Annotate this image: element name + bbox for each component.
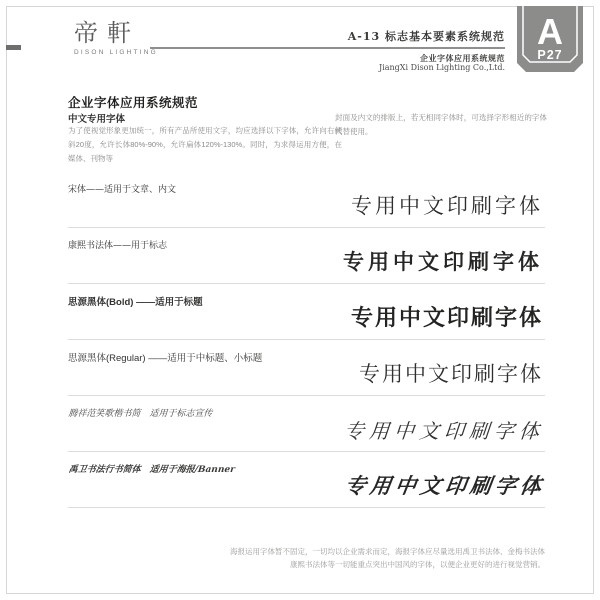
footer-note-line2: 康熙书法体等一切能重点突出中国风的字体，以便企业更好的进行视觉营销。	[290, 560, 545, 569]
font-sample-row-xingshu	[68, 452, 545, 508]
chapter-tab-graphic	[517, 6, 583, 74]
font-sample-row-heiti-bold	[68, 284, 545, 340]
font-sample-label: 思源黑体(Bold) ——适用于标题	[68, 297, 203, 308]
document-title: A-13 标志基本要素系统规范	[347, 30, 505, 43]
font-sample-text: 专用中文印刷字体	[359, 363, 543, 386]
brand-logo: 帝軒	[74, 19, 140, 47]
section-subheading: 中文专用字体	[68, 114, 126, 125]
font-sample-label: 禹卫书法行书简体 适用于海报/Banner	[68, 465, 236, 475]
document-subtitle-en: JiangXi Dison Lighting Co.,Ltd.	[378, 63, 505, 72]
font-sample-label: 康熙书法体——用于标志	[68, 241, 168, 251]
brand-tagline: DISON LIGHTING	[74, 49, 158, 56]
left-edge-dash	[6, 45, 21, 50]
chapter-tab	[517, 6, 583, 79]
font-sample-label: 思源黑体(Regular) ——适用于中标题、小标题	[68, 353, 263, 364]
footer-note	[230, 545, 545, 571]
font-sample-text: 专用中文印刷字体	[350, 305, 543, 330]
document-subtitle-cn: 企业字体应用系统规范	[420, 53, 505, 63]
font-sample-text: 专用中文印刷字体	[343, 473, 547, 498]
font-sample-row-kaishu	[68, 396, 545, 452]
font-sample-row-songti	[68, 172, 545, 228]
header-divider-rule	[150, 47, 505, 49]
footer-note-line1: 海报运用字体暂不固定，一切均以企业需求而定，海报字体应尽量选用禹卫书法体、金梅书法体	[230, 547, 545, 556]
brand-block	[74, 20, 224, 56]
font-sample-label: 腾祥范笑歌楷书简 适用于标志宣传	[68, 409, 213, 419]
font-sample-text: 专用中文印刷字体	[351, 194, 543, 218]
font-sample-row-heiti-regular	[68, 340, 545, 396]
chapter-letter: A	[537, 11, 563, 52]
chapter-page-number: P27	[537, 48, 563, 62]
font-sample-list	[68, 172, 545, 508]
intro-paragraph-right: 封面及内文的排版上，若无相同字体时，可选择字形相近的字体代替使用。	[335, 113, 547, 136]
font-sample-text: 专用中文印刷字体	[343, 249, 543, 274]
font-sample-row-kangxi	[68, 228, 545, 284]
intro-paragraph-left: 为了使视觉形象更加统一，所有产品所使用文字，均应选择以下字体，允许向右倾斜20度，允许长体80%-90%，允许扁体120%-130%。同时，为求得运用方便，在媒体、刊物等	[68, 126, 342, 163]
font-sample-label: 宋体——适用于文章、内文	[68, 185, 177, 195]
font-sample-text: 专用中文印刷字体	[343, 419, 546, 443]
section-heading: 企业字体应用系统规范	[68, 96, 199, 110]
